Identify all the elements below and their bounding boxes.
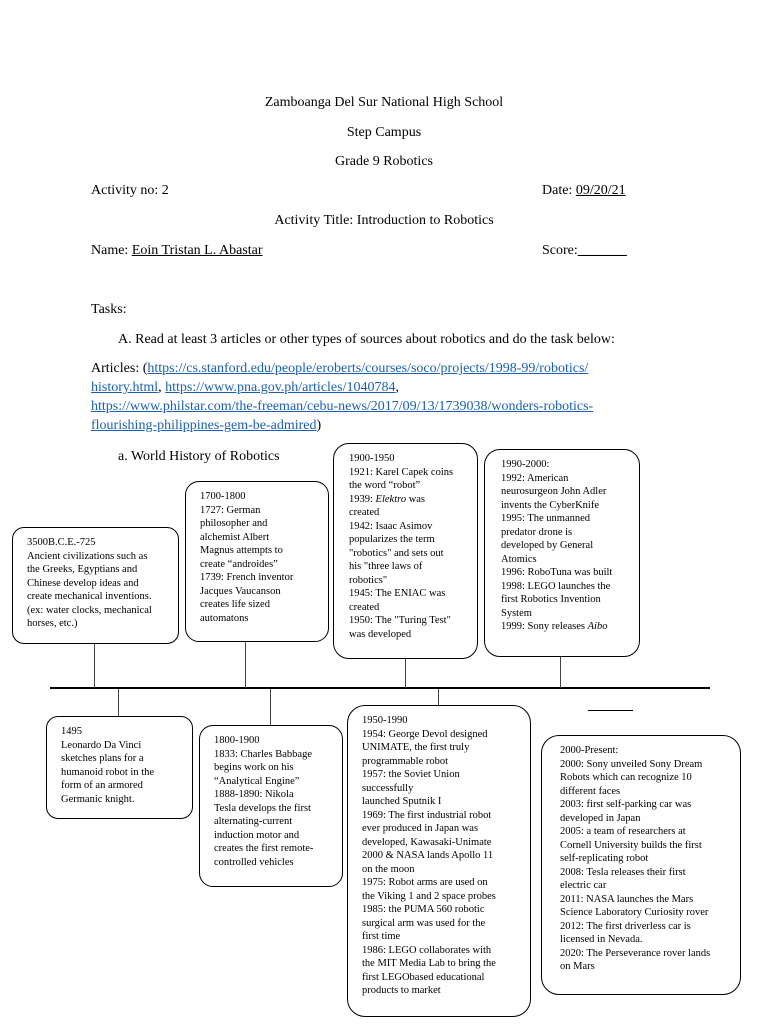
- article-link-philstar-cont[interactable]: flourishing-philippines-gem-be-admired: [91, 418, 317, 433]
- box-text: 2000-Present: 2000: Sony unveiled Sony Dream Robots which can recognize 10 different faces 2003: first self-parking car was developed in Japan 2005: a team of researchers at Cornell University builds the first self-replicating robot 2008: Tesla releases their first electric car 2011: NASA launches the Mars Science Laboratory Curiosity rover 2012: The first driverless car is licensed in Nevada. 2020: The Perseverance rover lands on Mars: [560, 745, 711, 972]
- timeline-box-1800-1900: [199, 725, 343, 887]
- campus-name: Step Campus: [346, 125, 422, 140]
- elektro-italic: Elektro: [375, 493, 407, 505]
- timeline-box-1990-2000: [484, 449, 640, 657]
- connector-line: [405, 658, 406, 688]
- timeline-box-1900-1950: [333, 443, 478, 659]
- tasks-heading: Tasks:: [91, 302, 127, 317]
- link-separator: ,: [395, 380, 399, 395]
- aibo-italic: Aibo: [587, 621, 608, 632]
- activity-title: Activity Title: Introduction to Robotics: [274, 213, 494, 228]
- link-separator: ,: [158, 380, 166, 395]
- articles-line-2: [91, 379, 399, 396]
- world-history-heading: a. World History of Robotics: [118, 449, 280, 464]
- close-paren: ): [316, 418, 322, 433]
- name-label: Name:: [91, 243, 132, 258]
- date-label: Date:: [542, 183, 576, 198]
- connector-line: [245, 642, 246, 688]
- connector-line: [94, 642, 95, 688]
- article-link-pna[interactable]: https://www.pna.gov.ph/articles/1040784: [165, 380, 396, 395]
- name-value: Eoin Tristan L. Abastar: [131, 243, 263, 258]
- timeline-box-1495: [46, 716, 193, 819]
- short-dash: [588, 710, 633, 711]
- connector-line: [118, 689, 119, 717]
- articles-line-4: [91, 417, 321, 434]
- timeline-axis: [50, 687, 710, 689]
- articles-label: Articles: (: [91, 361, 148, 376]
- box-text: 1700-1800 1727: German philosopher and alchemist Albert Magnus attempts to create “androides” 1739: French inventor Jacques Vaucanson creates life sized automatons: [200, 491, 294, 624]
- name-field: [91, 242, 263, 259]
- score-label: Score:: [542, 243, 578, 258]
- timeline-box-2000-present: [541, 735, 741, 995]
- box-text: 1950-1990 1954: George Devol designed UNIMATE, the first truly programmable robot 1957: the Soviet Union successfully launched Sputnik I 1969: The first industrial robot ever produced in Japan was developed, Kawasaki-Unimate 2000 & NASA lands Apollo 11 on the moon 1975: Robot arms are used on the Viking 1 and 2 space probes 1985: the PUMA 560 robotic surgical arm was used for the first time 1986: LEGO collaborates with the MIT Media Lab to bring the first LEGObased educational products to market: [362, 715, 496, 996]
- timeline-box-3500bce: [12, 527, 179, 644]
- score-blank: _______: [577, 243, 627, 258]
- task-a: A. Read at least 3 articles or other types of sources about robotics and do the task below:: [118, 332, 615, 347]
- article-link-stanford-cont[interactable]: history.html: [91, 380, 159, 395]
- box-text: 3500B.C.E.-725 Ancient civilizations such as the Greeks, Egyptians and Chinese develop ideas and create mechanical inventions. (ex: water clocks, mechanical horses, etc.): [27, 537, 152, 629]
- connector-line: [560, 657, 561, 688]
- box-text: 1495 Leonardo Da Vinci sketches plans for a humanoid robot in the form of an armored Germanic knight.: [61, 726, 155, 805]
- article-link-philstar[interactable]: https://www.philstar.com/the-freeman/cebu-news/2017/09/13/1739038/wonders-robotics-: [91, 399, 594, 414]
- school-name: Zamboanga Del Sur National High School: [264, 95, 504, 110]
- box-text: 1990-2000: 1992: American neurosurgeon John Adler invents the CyberKnife 1995: The unmanned predator drone is developed by General Atomics 1996: RoboTuna was built 1998: LEGO launches the first Robotics Invention System 1999: Sony releases Aibo: [501, 459, 613, 632]
- date-field: [542, 182, 626, 199]
- connector-line: [438, 689, 439, 706]
- article-link-stanford[interactable]: https://cs.stanford.edu/people/eroberts/courses/soco/projects/1998-99/robotics/: [147, 361, 589, 376]
- date-value: 09/20/21: [575, 183, 626, 198]
- timeline-box-1950-1990: [347, 705, 531, 1017]
- box-text: 1800-1900 1833: Charles Babbage begins work on his “Analytical Engine” 1888-1890: Nikola Tesla develops the first alternating-current induction motor and creates the first remote- controlled vehicles: [214, 735, 314, 868]
- timeline-box-1700-1800: [185, 481, 329, 642]
- box-text: 1900-1950 1921: Karel Capek coins the word “robot” 1939: Elektro was created 1942: Isaac Asimov popularizes the term "robotics" and sets out his "three laws of robotics" 1945: The ENIAC was created 1950: The "Turing Test" was developed: [349, 453, 454, 640]
- connector-line: [270, 689, 271, 726]
- grade-label: Grade 9 Robotics: [335, 154, 433, 169]
- articles-line-3: [91, 398, 593, 415]
- activity-number: Activity no: 2: [91, 183, 169, 198]
- articles-line-1: [91, 360, 588, 377]
- score-field: [542, 242, 627, 259]
